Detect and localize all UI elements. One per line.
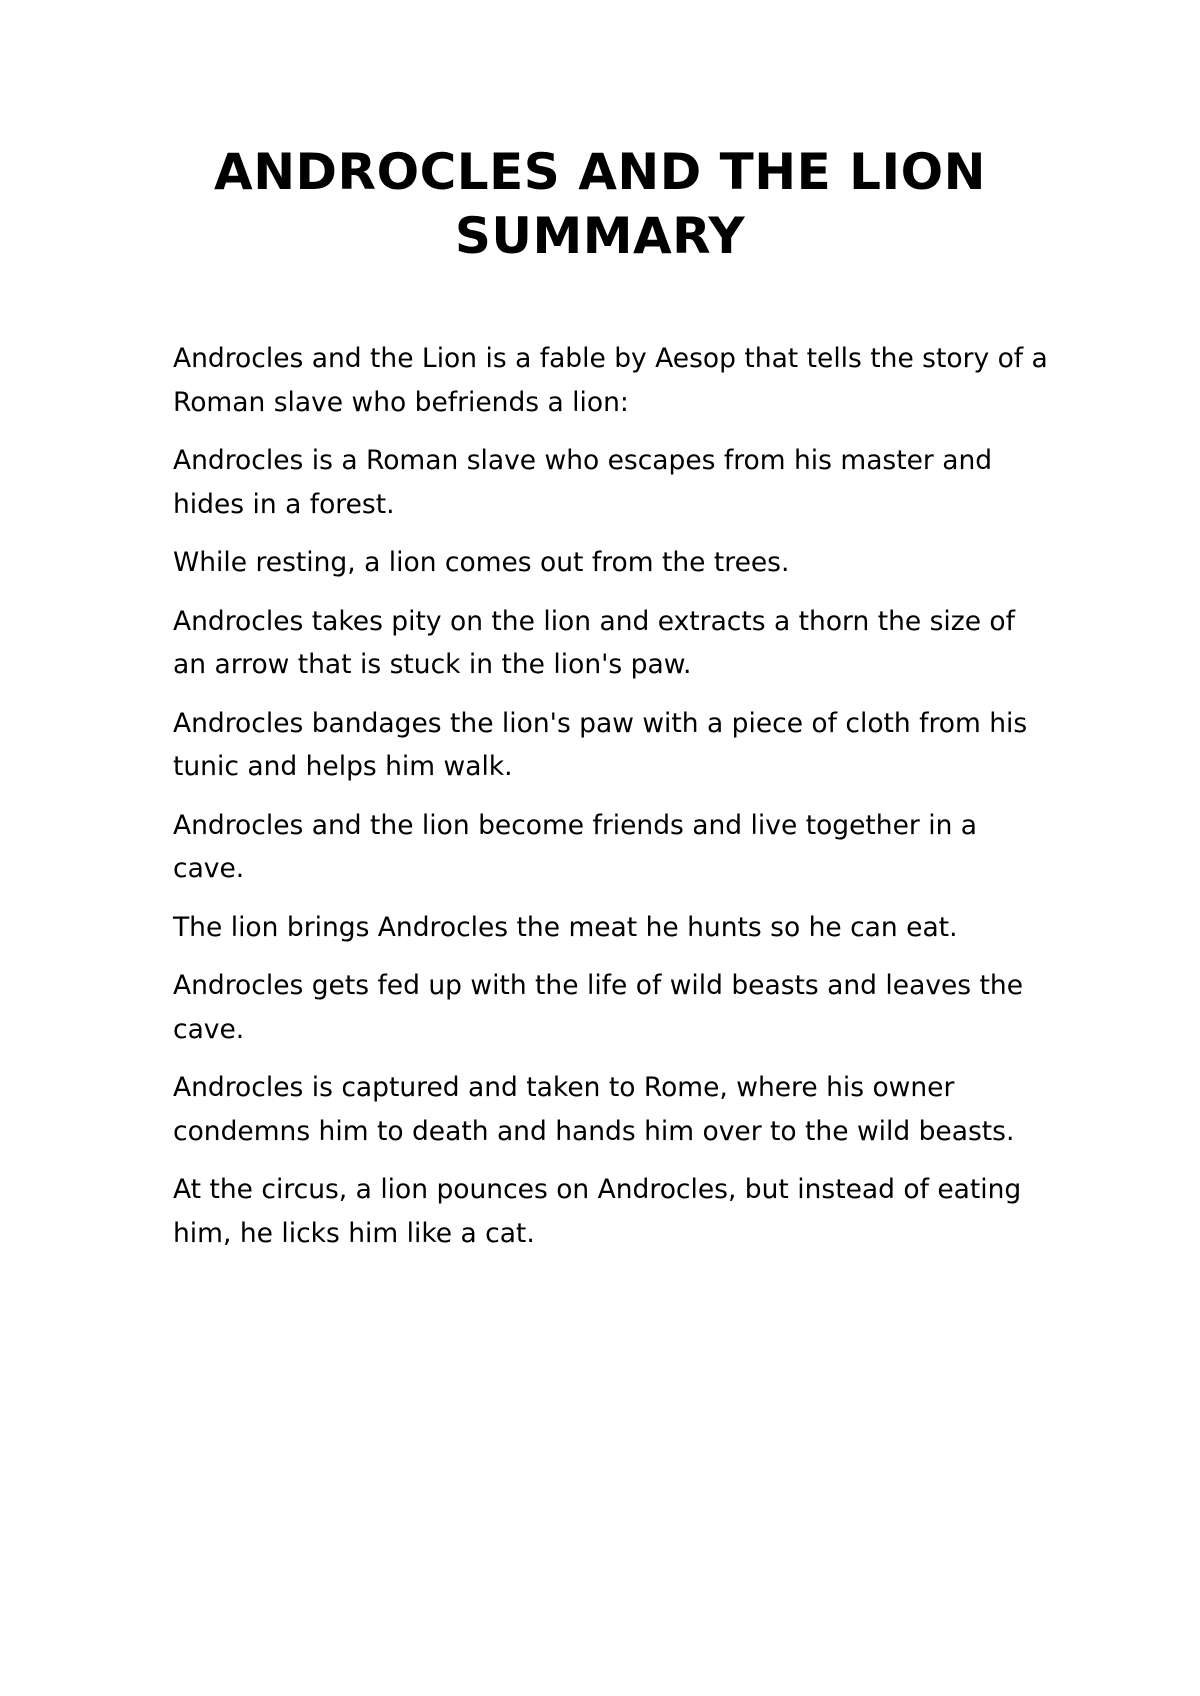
paragraph: The lion brings Androcles the meat he hunts so he can eat.: [173, 911, 958, 943]
paragraph: Androcles and the lion become friends and live together in a cave.: [173, 809, 978, 884]
paragraph: Androcles is a Roman slave who escapes from his master and hides in a forest.: [173, 445, 993, 520]
paragraph: Androcles is captured and taken to Rome, where his owner condemns him to death and hands him over to the wild beasts.: [173, 1072, 1015, 1147]
paragraph: At the circus, a lion pounces on Androcles, but instead of eating him, he licks him like a cat.: [173, 1174, 1022, 1249]
document-title: ANDROCLES AND THE LION SUMMARY: [214, 143, 986, 265]
paragraph: Androcles bandages the lion's paw with a piece of cloth from his tunic and helps him walk.: [173, 707, 1028, 782]
paragraph: While resting, a lion comes out from the trees.: [173, 547, 790, 578]
paragraph: Androcles gets fed up with the life of wild beasts and leaves the cave.: [173, 970, 1024, 1045]
paragraph: Androcles takes pity on the lion and extracts a thorn the size of an arrow that is stuck in the lion's paw.: [173, 605, 1015, 680]
paragraph: Androcles and the Lion is a fable by Aesop that tells the story of a Roman slave who befriends a lion:: [173, 343, 1048, 418]
document-body: [173, 337, 1053, 1270]
